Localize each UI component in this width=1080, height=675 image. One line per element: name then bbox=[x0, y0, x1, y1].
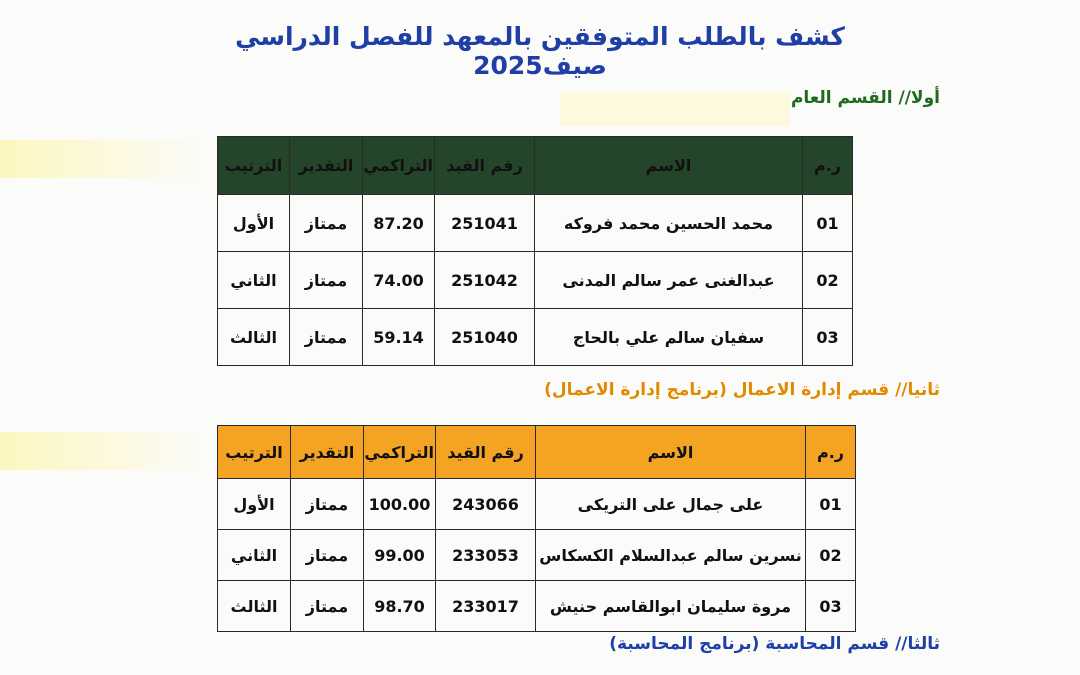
cell-rank: الثاني bbox=[218, 530, 291, 581]
col-header-gpa: التراكمي bbox=[364, 426, 436, 479]
table-row bbox=[218, 530, 856, 581]
cell-reg: 233017 bbox=[436, 581, 536, 632]
cell-grade: ممتاز bbox=[290, 309, 363, 366]
col-header-gpa: التراكمي bbox=[363, 137, 435, 195]
col-header-grade: التقدير bbox=[291, 426, 364, 479]
table-business-department bbox=[217, 425, 856, 632]
table-row bbox=[218, 581, 856, 632]
cell-no: 03 bbox=[806, 581, 856, 632]
scan-highlight bbox=[560, 92, 790, 126]
cell-grade: ممتاز bbox=[291, 479, 364, 530]
cell-no: 02 bbox=[803, 252, 853, 309]
scan-highlight bbox=[0, 432, 210, 470]
cell-rank: الثاني bbox=[218, 252, 290, 309]
cell-reg: 243066 bbox=[436, 479, 536, 530]
cell-name: عبدالغنى عمر سالم المدنى bbox=[535, 252, 803, 309]
cell-reg: 251042 bbox=[435, 252, 535, 309]
col-header-reg: رقم القيد bbox=[436, 426, 536, 479]
cell-grade: ممتاز bbox=[291, 530, 364, 581]
table-header-row bbox=[218, 137, 853, 195]
cell-name: محمد الحسين محمد فروكه bbox=[535, 195, 803, 252]
cell-gpa: 99.00 bbox=[364, 530, 436, 581]
cell-reg: 251041 bbox=[435, 195, 535, 252]
table-general-department bbox=[217, 136, 853, 366]
cell-gpa: 87.20 bbox=[363, 195, 435, 252]
cell-gpa: 59.14 bbox=[363, 309, 435, 366]
table-row bbox=[218, 479, 856, 530]
table-row bbox=[218, 195, 853, 252]
cell-gpa: 74.00 bbox=[363, 252, 435, 309]
col-header-no: ر.م bbox=[803, 137, 853, 195]
section-heading-business: ثانيا// قسم إدارة الاعمال (برنامج إدارة الاعمال) bbox=[544, 380, 940, 400]
cell-name: مروة سليمان ابوالقاسم حنيش bbox=[536, 581, 806, 632]
cell-no: 02 bbox=[806, 530, 856, 581]
cell-grade: ممتاز bbox=[290, 252, 363, 309]
scan-highlight bbox=[0, 140, 210, 178]
cell-grade: ممتاز bbox=[290, 195, 363, 252]
table-row bbox=[218, 252, 853, 309]
col-header-rank: الترتيب bbox=[218, 137, 290, 195]
col-header-name: الاسم bbox=[536, 426, 806, 479]
cell-gpa: 100.00 bbox=[364, 479, 436, 530]
cell-no: 03 bbox=[803, 309, 853, 366]
cell-rank: الأول bbox=[218, 195, 290, 252]
cell-no: 01 bbox=[803, 195, 853, 252]
cell-name: على جمال على التريكى bbox=[536, 479, 806, 530]
cell-name: نسرين سالم عبدالسلام الكسكاس bbox=[536, 530, 806, 581]
cell-rank: الثالث bbox=[218, 581, 291, 632]
page-title: كشف بالطلب المتوفقين بالمعهد للفصل الدراسي صيف2025 bbox=[235, 22, 845, 80]
col-header-rank: الترتيب bbox=[218, 426, 291, 479]
section-heading-accounting: ثالثا// قسم المحاسبة (برنامج المحاسبة) bbox=[609, 634, 940, 654]
cell-rank: الثالث bbox=[218, 309, 290, 366]
cell-reg: 251040 bbox=[435, 309, 535, 366]
cell-name: سفيان سالم علي بالحاج bbox=[535, 309, 803, 366]
cell-rank: الأول bbox=[218, 479, 291, 530]
section-heading-general: أولا// القسم العام bbox=[790, 88, 940, 108]
col-header-no: ر.م bbox=[806, 426, 856, 479]
cell-grade: ممتاز bbox=[291, 581, 364, 632]
table-header-row bbox=[218, 426, 856, 479]
col-header-reg: رقم القيد bbox=[435, 137, 535, 195]
cell-gpa: 98.70 bbox=[364, 581, 436, 632]
col-header-grade: التقدير bbox=[290, 137, 363, 195]
col-header-name: الاسم bbox=[535, 137, 803, 195]
cell-reg: 233053 bbox=[436, 530, 536, 581]
cell-no: 01 bbox=[806, 479, 856, 530]
table-row bbox=[218, 309, 853, 366]
